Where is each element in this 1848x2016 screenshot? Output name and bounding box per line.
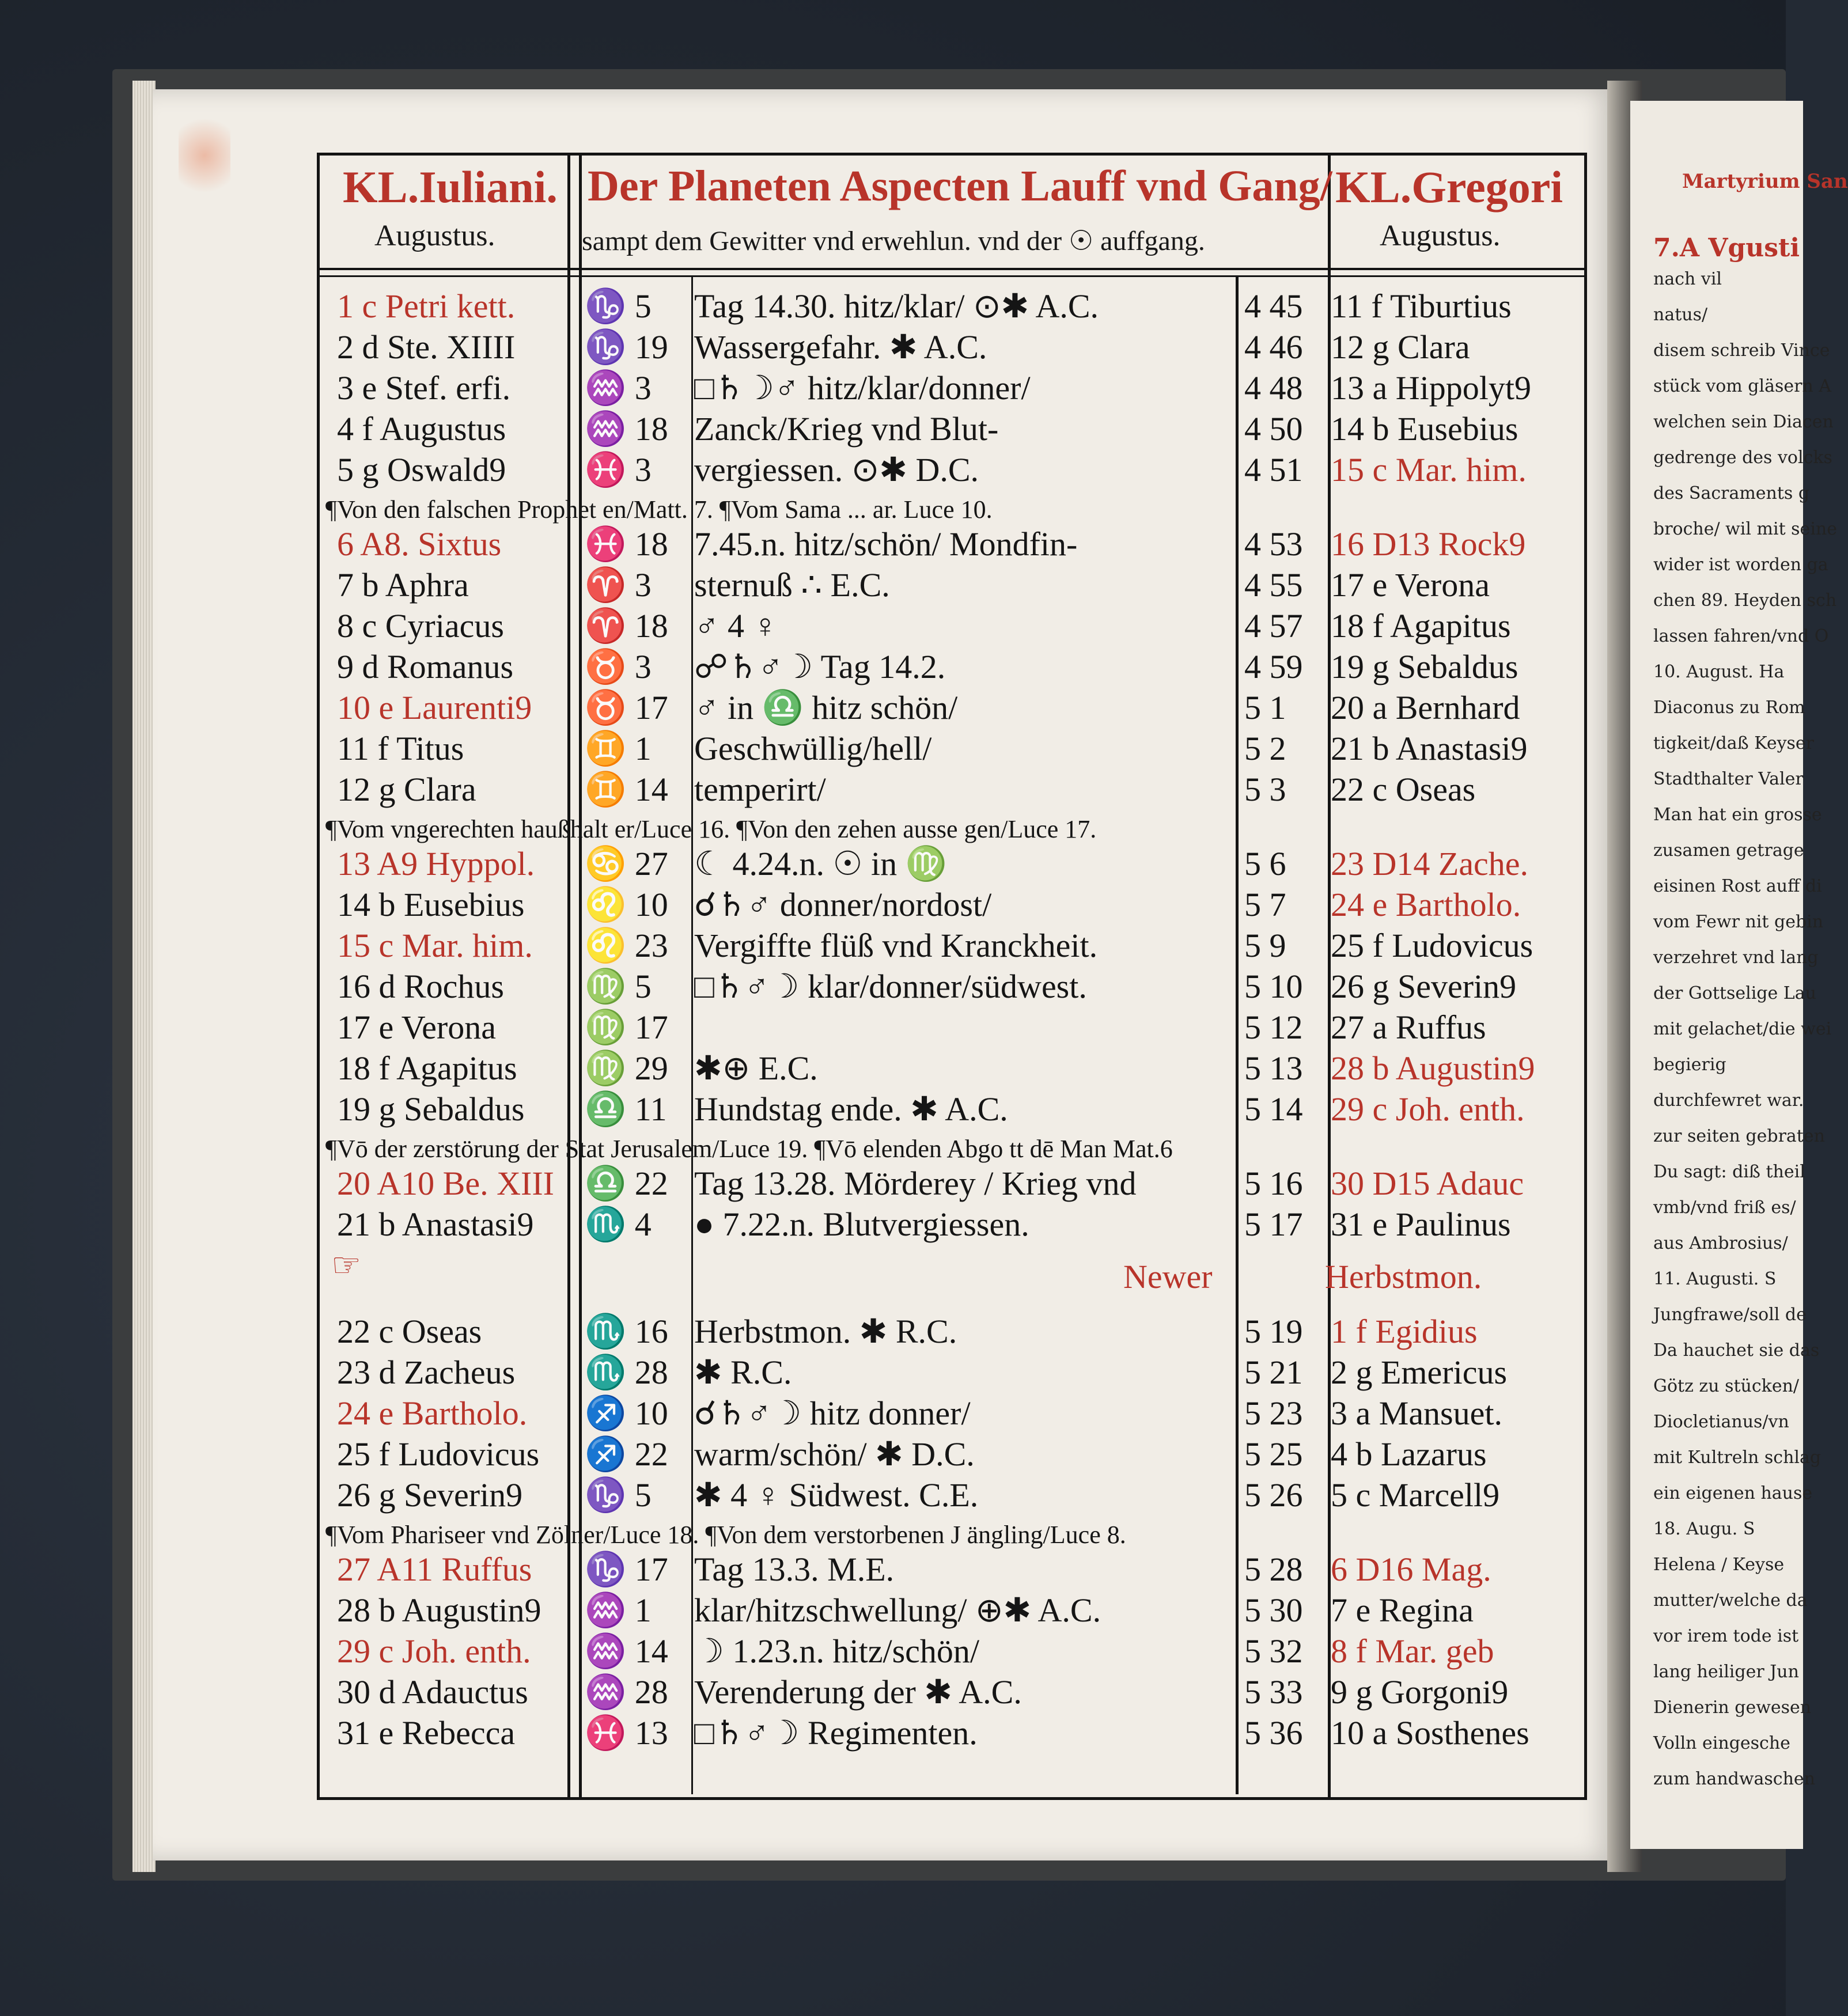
julian-day-entry: 3 e Stef. erfi. (337, 369, 511, 407)
new-month-label: Newer (1123, 1258, 1213, 1295)
sunrise-time: 4 57 (1244, 607, 1303, 645)
aspect-weather-note: Vergiffte flüß vnd Kranckheit. (694, 927, 1098, 964)
gregorian-day-entry: 16 D13 Rock9 (1331, 525, 1526, 563)
right-page-line: mutter/welche da (1653, 1590, 1808, 1610)
gregorian-day-entry: 6 D16 Mag. (1331, 1551, 1491, 1588)
moon-sign: ♑ 5 (585, 1476, 652, 1514)
julian-day-entry: 30 d Adauctus (337, 1673, 528, 1711)
right-page-line: Götz zu stücken/ (1653, 1376, 1800, 1396)
moon-sign: ♈ 18 (585, 607, 668, 645)
aspect-weather-note: Tag 14.30. hitz/klar/ ⊙✱ A.C. (694, 287, 1099, 325)
aspect-weather-note: Tag 13.28. Mörderey / Krieg vnd (694, 1165, 1137, 1202)
moon-sign: ♍ 17 (585, 1009, 668, 1046)
julian-day-entry: 7 b Aphra (337, 566, 469, 604)
right-page-line: lang heiliger Jun (1653, 1662, 1799, 1682)
right-page-line: 18. Augu. S (1653, 1519, 1755, 1539)
julian-day-entry: 22 c Oseas (337, 1313, 482, 1350)
right-page-line: chen 89. Heyden sch (1653, 590, 1837, 611)
julian-day-entry: 20 A10 Be. XIII (337, 1165, 554, 1202)
gregorian-day-entry: 2 g Emericus (1331, 1354, 1508, 1391)
aspect-weather-note: Verenderung der ✱ A.C. (694, 1673, 1022, 1711)
moon-sign: ♏ 4 (585, 1206, 652, 1243)
right-page-line: zum handwaschen (1653, 1769, 1816, 1789)
aspect-weather-note: ✱⊕ E.C. (694, 1049, 818, 1087)
right-page-line: der Gottselige Lau (1653, 983, 1816, 1003)
sunrise-time: 5 21 (1244, 1354, 1303, 1391)
sunrise-time: 5 30 (1244, 1591, 1303, 1629)
right-page-line: wider ist worden ga (1653, 555, 1828, 575)
right-page-title: Martyrium San (1682, 170, 1848, 193)
right-page-line: verzehret vnd lang (1653, 948, 1819, 968)
aspect-weather-note: ☌♄♂☽ hitz donner/ (694, 1394, 971, 1432)
right-page-line: eisinen Rost auff di (1653, 876, 1822, 896)
gregorian-day-entry: 11 f Tiburtius (1331, 287, 1512, 325)
right-page-line: Diaconus zu Rom (1653, 698, 1805, 718)
gregorian-day-entry: 22 c Oseas (1331, 771, 1476, 808)
sunrise-time: 5 33 (1244, 1673, 1303, 1711)
gregorian-day-entry: 1 f Egidius (1331, 1313, 1478, 1350)
julian-day-entry: 26 g Severin9 (337, 1476, 523, 1514)
aspect-weather-note: vergiessen. ⊙✱ D.C. (694, 451, 979, 488)
aspect-weather-note: Tag 13.3. M.E. (694, 1551, 895, 1588)
moon-sign: ♑ 5 (585, 287, 652, 325)
right-page-line: durchfewret war. (1653, 1090, 1804, 1111)
moon-sign: ♉ 17 (585, 689, 668, 726)
moon-sign: ♐ 10 (585, 1394, 668, 1432)
sunrise-time: 5 9 (1244, 927, 1286, 964)
right-page-line: Diocletianus/vn (1653, 1412, 1789, 1432)
aspect-weather-note: ♂ 4 ♀ (694, 607, 778, 645)
sunrise-time: 5 26 (1244, 1476, 1303, 1514)
right-page (1630, 101, 1848, 1849)
aspect-weather-note: Hundstag ende. ✱ A.C. (694, 1090, 1008, 1128)
aspect-weather-note: ● 7.22.n. Blutvergiessen. (694, 1206, 1029, 1243)
sunrise-time: 5 25 (1244, 1435, 1303, 1473)
sunrise-time: 5 17 (1244, 1206, 1303, 1243)
aspect-weather-note: ♂ in ♎ hitz schön/ (694, 689, 958, 726)
sunrise-time: 5 36 (1244, 1714, 1303, 1752)
right-page-line: 7.A Vgusti (1653, 233, 1800, 263)
aspect-weather-note: Herbstmon. ✱ R.C. (694, 1313, 957, 1350)
julian-day-entry: 14 b Eusebius (337, 886, 525, 923)
aspect-weather-note: temperirt/ (694, 771, 826, 808)
aspect-weather-note: □♄♂☽ klar/donner/südwest. (694, 968, 1087, 1005)
right-page-line: natus/ (1653, 305, 1708, 325)
moon-sign: ♑ 19 (585, 328, 668, 366)
column-divider (579, 153, 582, 1797)
julian-day-entry: 17 e Verona (337, 1009, 496, 1046)
paper-stain (179, 109, 230, 202)
sunrise-time: 4 48 (1244, 369, 1303, 407)
sunrise-time: 5 28 (1244, 1551, 1303, 1588)
moon-sign: ♒ 14 (585, 1632, 668, 1670)
aspect-weather-note: □♄♂☽ Regimenten. (694, 1714, 978, 1752)
right-page-line: 11. Augusti. S (1653, 1269, 1777, 1289)
sunrise-time: 4 55 (1244, 566, 1303, 604)
right-page-line: disem schreib Vince (1653, 340, 1830, 361)
moon-sign: ♎ 22 (585, 1165, 668, 1202)
julian-day-entry: 2 d Ste. XIIII (337, 328, 516, 366)
gregorian-day-entry: 24 e Bartholo. (1331, 886, 1521, 923)
moon-sign: ♓ 3 (585, 451, 652, 488)
julian-day-entry: 27 A11 Ruffus (337, 1551, 532, 1588)
right-page-line: zusamen getrage (1653, 840, 1804, 861)
header-rule (317, 275, 1584, 277)
moon-sign: ♎ 11 (585, 1090, 667, 1128)
julian-day-entry: 25 f Ludovicus (337, 1435, 540, 1473)
julian-day-entry: 4 f Augustus (337, 410, 506, 448)
julian-calendar-title: KL.Iuliani. (343, 162, 558, 212)
moon-sign: ♍ 5 (585, 968, 652, 1005)
gregorian-calendar-title: KL.Gregori (1335, 162, 1563, 212)
julian-day-entry: 12 g Clara (337, 771, 476, 808)
gregorian-day-entry: 27 a Ruffus (1331, 1009, 1486, 1046)
sunrise-time: 5 3 (1244, 771, 1286, 808)
gregorian-day-entry: 19 g Sebaldus (1331, 648, 1518, 685)
aspect-weather-note: Zanck/Krieg vnd Blut- (694, 410, 999, 448)
gregorian-day-entry: 30 D15 Adauc (1331, 1165, 1524, 1202)
gregorian-day-entry: 5 c Marcell9 (1331, 1476, 1500, 1514)
gregorian-day-entry: 31 e Paulinus (1331, 1206, 1511, 1243)
sunrise-time: 5 13 (1244, 1049, 1303, 1087)
right-page-line: Stadthalter Valer (1653, 769, 1804, 789)
moon-sign: ♍ 29 (585, 1049, 668, 1087)
julian-day-entry: 18 f Agapitus (337, 1049, 517, 1087)
gregorian-day-entry: 28 b Augustin9 (1331, 1049, 1535, 1087)
sunrise-time: 5 16 (1244, 1165, 1303, 1202)
gregorian-month: Augustus. (1380, 219, 1501, 252)
aspect-weather-note: ☾ 4.24.n. ☉ in ♍ (694, 845, 947, 882)
julian-day-entry: 5 g Oswald9 (337, 451, 506, 488)
column-divider (567, 153, 570, 1797)
sunrise-time: 5 6 (1244, 845, 1286, 882)
sunrise-time: 5 32 (1244, 1632, 1303, 1670)
julian-day-entry: 19 g Sebaldus (337, 1090, 525, 1128)
aspect-weather-note: ☌♄♂ donner/nordost/ (694, 886, 992, 923)
right-page-line: Helena / Keyse (1653, 1555, 1785, 1575)
right-page-line: gedrenge des volcks (1653, 448, 1832, 468)
sunrise-time: 5 2 (1244, 730, 1286, 767)
gregorian-day-entry: 4 b Lazarus (1331, 1435, 1487, 1473)
aspect-weather-note: Wassergefahr. ✱ A.C. (694, 328, 987, 366)
right-page-line: zur seiten gebraten (1653, 1126, 1825, 1146)
right-page-line: aus Ambrosius/ (1653, 1233, 1788, 1253)
right-page-line: begierig (1653, 1055, 1726, 1075)
gregorian-day-entry: 26 g Severin9 (1331, 968, 1517, 1005)
gregorian-day-entry: 7 e Regina (1331, 1591, 1474, 1629)
julian-day-entry: 15 c Mar. him. (337, 927, 533, 964)
sunrise-time: 5 1 (1244, 689, 1286, 726)
moon-sign: ♊ 1 (585, 730, 652, 767)
gregorian-day-entry: 3 a Mansuet. (1331, 1394, 1502, 1432)
right-page-line: vmb/vnd friß es/ (1653, 1198, 1796, 1218)
sunrise-time: 5 10 (1244, 968, 1303, 1005)
julian-day-entry: 13 A9 Hyppol. (337, 845, 535, 882)
moon-sign: ♏ 16 (585, 1313, 668, 1350)
moon-sign: ♌ 10 (585, 886, 668, 923)
right-page-line: Dienerin gewesen (1653, 1697, 1812, 1718)
aspect-weather-note: □♄☽♂ hitz/klar/donner/ (694, 369, 1031, 407)
sunrise-time: 5 23 (1244, 1394, 1303, 1432)
sunrise-time: 5 19 (1244, 1313, 1303, 1350)
julian-day-entry: 10 e Laurenti9 (337, 689, 532, 726)
aspect-weather-note: warm/schön/ ✱ D.C. (694, 1435, 975, 1473)
julian-day-entry: 31 e Rebecca (337, 1714, 516, 1752)
sunrise-time: 4 51 (1244, 451, 1303, 488)
right-page-line: vom Fewr nit gebin (1653, 912, 1824, 932)
julian-day-entry: 8 c Cyriacus (337, 607, 504, 645)
aspect-weather-note: Geschwüllig/hell/ (694, 730, 932, 767)
moon-sign: ♒ 18 (585, 410, 668, 448)
pointing-hand-mark: ☞ (331, 1246, 361, 1284)
right-page-line: stück vom gläsern A (1653, 376, 1831, 396)
right-page-line: Du sagt: diß theil (1653, 1162, 1805, 1182)
julian-day-entry: 1 c Petri kett. (337, 287, 516, 325)
gregorian-day-entry: 20 a Bernhard (1331, 689, 1520, 726)
right-page-line: Volln eingesche (1653, 1733, 1790, 1753)
aspect-weather-note: sternuß ∴ E.C. (694, 566, 890, 604)
moon-sign: ♋ 27 (585, 845, 668, 882)
sunrise-time: 4 59 (1244, 648, 1303, 685)
julian-day-entry: 11 f Titus (337, 730, 464, 767)
sunrise-time: 5 14 (1244, 1090, 1303, 1128)
gospel-reading-note: ¶Vom Phariseer vnd Zölner/Luce 18. ¶Von dem verstorbenen J ängling/Luce 8. (325, 1521, 1126, 1549)
aspect-weather-note: ✱ R.C. (694, 1354, 792, 1391)
planet-aspects-subtitle: sampt dem Gewitter vnd erwehlun. vnd der ☉ auffgang. (582, 226, 1205, 256)
gregorian-day-entry: 13 a Hippolyt9 (1331, 369, 1531, 407)
gregorian-day-entry: 12 g Clara (1331, 328, 1470, 366)
right-page-line: vor irem tode ist (1653, 1626, 1799, 1646)
moon-sign: ♒ 1 (585, 1591, 652, 1629)
gregorian-day-entry: 18 f Agapitus (1331, 607, 1511, 645)
moon-sign: ♈ 3 (585, 566, 652, 604)
right-page-line: broche/ wil mit seine (1653, 519, 1837, 539)
gregorian-day-entry: 21 b Anastasi9 (1331, 730, 1528, 767)
gregorian-day-entry: 15 c Mar. him. (1331, 451, 1527, 488)
right-page-line: mit Kultreln schlag (1653, 1447, 1822, 1468)
page-stack-edge (132, 81, 156, 1872)
aspect-weather-note: 7.45.n. hitz/schön/ Mondfin- (694, 525, 1078, 563)
september-header: Herbstmon. (1325, 1258, 1482, 1295)
gregorian-day-entry: 17 e Verona (1331, 566, 1490, 604)
right-page-line: Man hat ein grosse (1653, 805, 1822, 825)
sunrise-time: 5 7 (1244, 886, 1286, 923)
moon-sign: ♊ 14 (585, 771, 668, 808)
right-page-line: nach vil (1653, 269, 1722, 289)
right-page-line: des Sacraments g (1653, 483, 1810, 503)
julian-day-entry: 9 d Romanus (337, 648, 514, 685)
aspect-weather-note: ☍♄♂☽ Tag 14.2. (694, 648, 946, 685)
gregorian-day-entry: 25 f Ludovicus (1331, 927, 1533, 964)
aspect-weather-note: klar/hitzschwellung/ ⊕✱ A.C. (694, 1591, 1101, 1629)
julian-day-entry: 21 b Anastasi9 (337, 1206, 534, 1243)
right-page-line: mit gelachet/die wei (1653, 1019, 1832, 1039)
julian-day-entry: 29 c Joh. enth. (337, 1632, 531, 1670)
moon-sign: ♓ 18 (585, 525, 668, 563)
gregorian-day-entry: 8 f Mar. geb (1331, 1632, 1494, 1670)
sunrise-time: 4 46 (1244, 328, 1303, 366)
gregorian-day-entry: 23 D14 Zache. (1331, 845, 1529, 882)
sunrise-time: 4 53 (1244, 525, 1303, 563)
right-page-line: 10. August. Ha (1653, 662, 1785, 682)
gospel-reading-note: ¶Von den falschen Prophet en/Matt. 7. ¶Vom Sama ... ar. Luce 10. (325, 495, 993, 524)
gregorian-day-entry: 29 c Joh. enth. (1331, 1090, 1525, 1128)
aspect-weather-note: ✱ 4 ♀ Südwest. C.E. (694, 1476, 979, 1514)
moon-sign: ♉ 3 (585, 648, 652, 685)
gregorian-day-entry: 14 b Eusebius (1331, 410, 1518, 448)
gospel-reading-note: ¶Vom vngerechten haußhalt er/Luce 16. ¶Von den zehen ausse gen/Luce 17. (325, 815, 1097, 843)
moon-sign: ♒ 3 (585, 369, 652, 407)
moon-sign: ♏ 28 (585, 1354, 668, 1391)
aspect-weather-note: ☽ 1.23.n. hitz/schön/ (694, 1632, 980, 1670)
gregorian-day-entry: 9 g Gorgoni9 (1331, 1673, 1509, 1711)
right-page-line: Jungfrawe/soll de (1653, 1305, 1807, 1325)
julian-day-entry: 23 d Zacheus (337, 1354, 516, 1391)
right-page-line: ein eigenen hause (1653, 1483, 1813, 1503)
sunrise-time: 4 45 (1244, 287, 1303, 325)
julian-day-entry: 28 b Augustin9 (337, 1591, 541, 1629)
moon-sign: ♐ 22 (585, 1435, 668, 1473)
right-page-line: Da hauchet sie das (1653, 1340, 1820, 1361)
gospel-reading-note: ¶Vō der zerstörung der Stat Jerusalem/Luce 19. ¶Vō elenden Abgo tt dē Man Mat.6 (325, 1135, 1173, 1163)
moon-sign: ♓ 13 (585, 1714, 668, 1752)
right-page-line: lassen fahren/vnd O (1653, 626, 1829, 646)
sunrise-time: 4 50 (1244, 410, 1303, 448)
julian-day-entry: 16 d Rochus (337, 968, 504, 1005)
right-page-line: welchen sein Diacen (1653, 412, 1834, 432)
julian-month: Augustus. (374, 219, 495, 252)
moon-sign: ♑ 17 (585, 1551, 668, 1588)
julian-day-entry: 6 A8. Sixtus (337, 525, 502, 563)
gregorian-day-entry: 10 a Sosthenes (1331, 1714, 1529, 1752)
planet-aspects-title: Der Planeten Aspecten Lauff vnd Gang/ (588, 162, 1332, 210)
moon-sign: ♌ 23 (585, 927, 668, 964)
header-rule (317, 268, 1584, 270)
moon-sign: ♒ 28 (585, 1673, 668, 1711)
julian-day-entry: 24 e Bartholo. (337, 1394, 528, 1432)
right-page-line: tigkeit/daß Keyser (1653, 733, 1815, 753)
sunrise-time: 5 12 (1244, 1009, 1303, 1046)
